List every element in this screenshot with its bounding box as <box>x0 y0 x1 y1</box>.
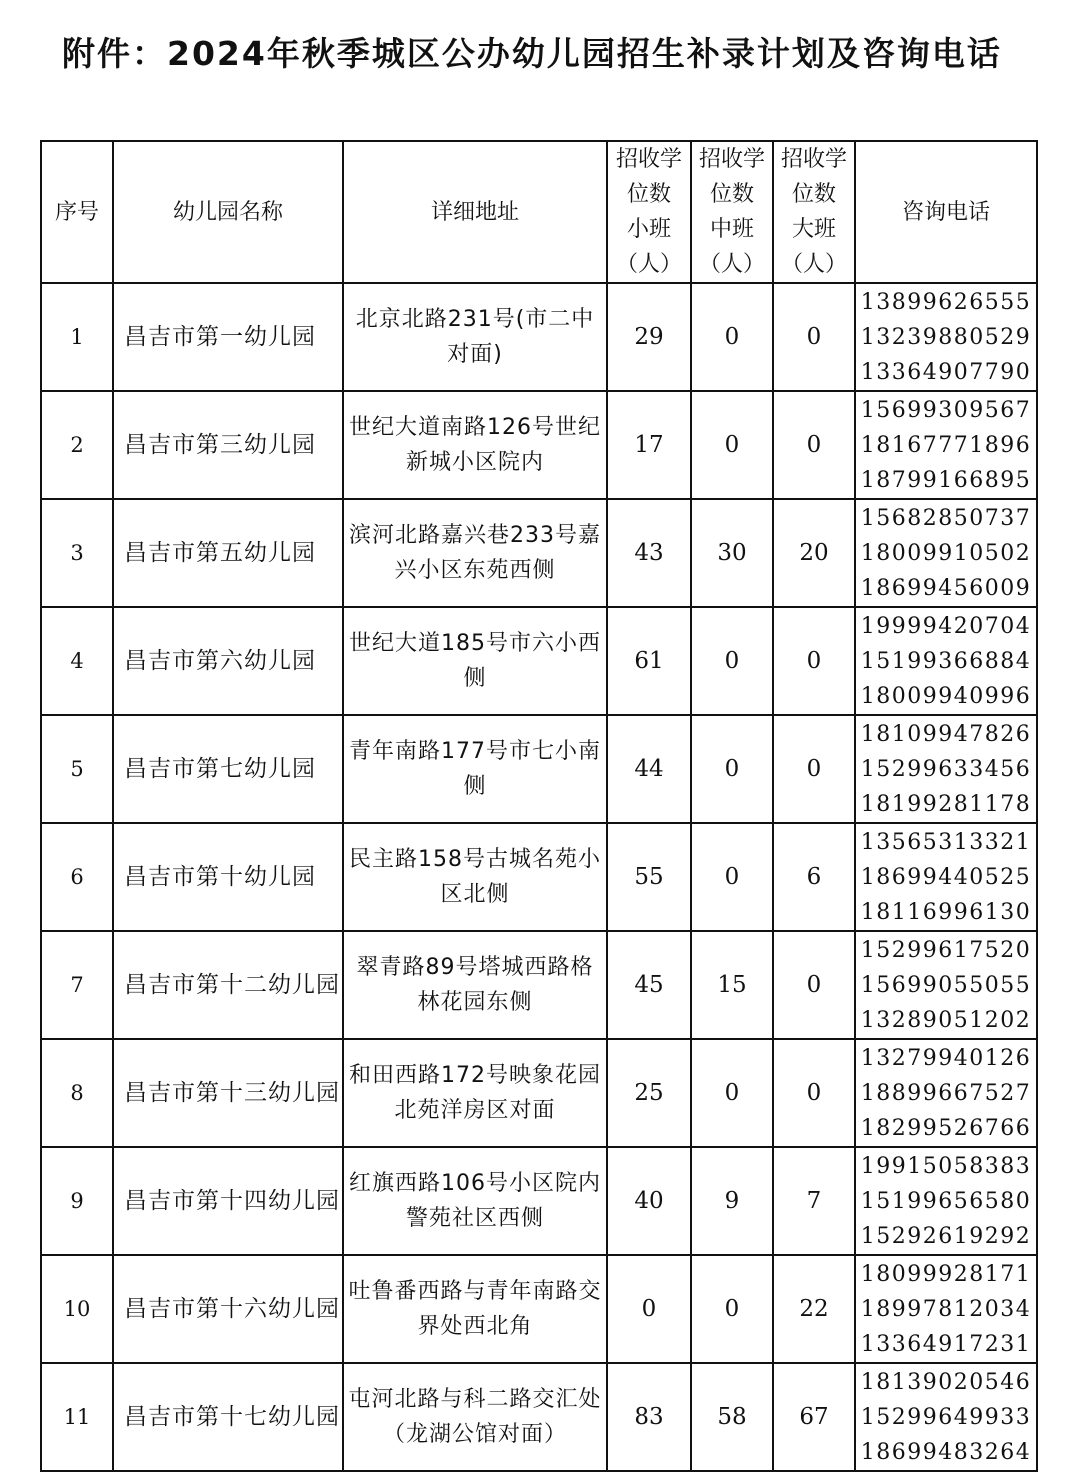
cell-address: 世纪大道185号市六小西侧 <box>343 607 607 715</box>
cell-index: 5 <box>41 715 113 823</box>
cell-address: 民主路158号古城名苑小区北侧 <box>343 823 607 931</box>
cell-address: 吐鲁番西路与青年南路交界处西北角 <box>343 1255 607 1363</box>
cell-large: 67 <box>773 1363 855 1471</box>
header-large-line: 大班 <box>791 217 836 242</box>
header-phone: 咨询电话 <box>855 141 1037 283</box>
phone-number: 19915058383 <box>860 1153 1032 1179</box>
cell-large: 0 <box>773 1039 855 1147</box>
table-row <box>41 1039 1037 1147</box>
header-small-line: 小班 <box>626 217 671 242</box>
header-middle-line: 招收学 <box>698 147 765 172</box>
cell-index: 7 <box>41 931 113 1039</box>
header-middle-line: 中班 <box>709 217 754 242</box>
table-row <box>41 1255 1037 1363</box>
cell-small: 0 <box>607 1255 691 1363</box>
cell-phones <box>855 391 1037 499</box>
cell-phones <box>855 1039 1037 1147</box>
cell-phones <box>855 715 1037 823</box>
cell-small: 43 <box>607 499 691 607</box>
cell-middle: 30 <box>691 499 773 607</box>
cell-index: 3 <box>41 499 113 607</box>
phone-number: 18099928171 <box>860 1261 1032 1287</box>
phone-number: 18116996130 <box>860 899 1032 925</box>
phone-number: 18997812034 <box>860 1296 1032 1322</box>
cell-name: 昌吉市第五幼儿园 <box>113 499 343 607</box>
cell-small: 83 <box>607 1363 691 1471</box>
table-row <box>41 607 1037 715</box>
table-row <box>41 1363 1037 1471</box>
header-small-line: 招收学 <box>615 147 682 172</box>
phone-number: 13565313321 <box>860 829 1032 855</box>
phone-number: 13364907790 <box>860 359 1032 385</box>
phone-number: 18199281178 <box>860 791 1032 817</box>
phone-number: 18167771896 <box>860 432 1032 458</box>
cell-index: 10 <box>41 1255 113 1363</box>
cell-large: 20 <box>773 499 855 607</box>
cell-middle: 58 <box>691 1363 773 1471</box>
phone-number: 15199366884 <box>860 648 1032 674</box>
phone-number: 13289051202 <box>860 1007 1032 1033</box>
cell-phones <box>855 607 1037 715</box>
cell-address: 世纪大道南路126号世纪新城小区院内 <box>343 391 607 499</box>
phone-number: 18009940996 <box>860 683 1032 709</box>
cell-address: 滨河北路嘉兴巷233号嘉兴小区东苑西侧 <box>343 499 607 607</box>
cell-middle: 15 <box>691 931 773 1039</box>
cell-index: 9 <box>41 1147 113 1255</box>
header-index: 序号 <box>41 141 113 283</box>
cell-small: 40 <box>607 1147 691 1255</box>
cell-large: 0 <box>773 715 855 823</box>
cell-phones <box>855 1363 1037 1471</box>
cell-name: 昌吉市第七幼儿园 <box>113 715 343 823</box>
cell-small: 29 <box>607 283 691 391</box>
cell-small: 45 <box>607 931 691 1039</box>
cell-index: 6 <box>41 823 113 931</box>
header-small-line: 位数 <box>626 182 671 207</box>
phone-number: 15199656580 <box>860 1188 1032 1214</box>
cell-middle: 0 <box>691 607 773 715</box>
phone-number: 15299633456 <box>860 756 1032 782</box>
phone-number: 18109947826 <box>860 721 1032 747</box>
cell-small: 61 <box>607 607 691 715</box>
cell-large: 0 <box>773 283 855 391</box>
cell-phones <box>855 1255 1037 1363</box>
header-small-class <box>607 141 691 283</box>
cell-small: 25 <box>607 1039 691 1147</box>
phone-number: 13279940126 <box>860 1045 1032 1071</box>
header-large-line: 招收学 <box>780 147 847 172</box>
phone-number: 15699309567 <box>860 397 1032 423</box>
table-row <box>41 823 1037 931</box>
cell-small: 44 <box>607 715 691 823</box>
header-small-line: （人） <box>615 252 682 277</box>
cell-name: 昌吉市第一幼儿园 <box>113 283 343 391</box>
cell-large: 0 <box>773 607 855 715</box>
phone-number: 18899667527 <box>860 1080 1032 1106</box>
table-body <box>41 283 1037 1471</box>
cell-address: 屯河北路与科二路交汇处（龙湖公馆对面） <box>343 1363 607 1471</box>
header-name: 幼儿园名称 <box>113 141 343 283</box>
phone-number: 18009910502 <box>860 540 1032 566</box>
cell-name: 昌吉市第六幼儿园 <box>113 607 343 715</box>
cell-phones <box>855 1147 1037 1255</box>
cell-address: 翠青路89号塔城西路格林花园东侧 <box>343 931 607 1039</box>
phone-number: 18699456009 <box>860 575 1032 601</box>
cell-index: 2 <box>41 391 113 499</box>
header-large-line: 位数 <box>791 182 836 207</box>
phone-number: 18799166895 <box>860 467 1032 493</box>
phone-number: 18699483264 <box>860 1439 1032 1465</box>
phone-number: 15299617520 <box>860 937 1032 963</box>
cell-large: 7 <box>773 1147 855 1255</box>
header-row <box>41 141 1037 283</box>
cell-small: 17 <box>607 391 691 499</box>
phone-number: 15292619292 <box>860 1223 1032 1249</box>
cell-phones <box>855 823 1037 931</box>
phone-number: 15699055055 <box>860 972 1032 998</box>
cell-address: 北京北路231号(市二中对面) <box>343 283 607 391</box>
phone-number: 13364917231 <box>860 1331 1032 1357</box>
cell-name: 昌吉市第十六幼儿园 <box>113 1255 343 1363</box>
table-row <box>41 1147 1037 1255</box>
cell-name: 昌吉市第十七幼儿园 <box>113 1363 343 1471</box>
cell-phones <box>855 499 1037 607</box>
cell-middle: 0 <box>691 823 773 931</box>
page-title: 附件：2024年秋季城区公办幼儿园招生补录计划及咨询电话 <box>62 34 1002 73</box>
enrollment-table <box>40 140 1038 1472</box>
phone-number: 15682850737 <box>860 505 1032 531</box>
table-row <box>41 931 1037 1039</box>
cell-middle: 0 <box>691 1255 773 1363</box>
cell-index: 8 <box>41 1039 113 1147</box>
header-middle-line: 位数 <box>709 182 754 207</box>
cell-index: 4 <box>41 607 113 715</box>
cell-small: 55 <box>607 823 691 931</box>
cell-middle: 0 <box>691 391 773 499</box>
cell-large: 0 <box>773 391 855 499</box>
header-large-class <box>773 141 855 283</box>
cell-middle: 0 <box>691 715 773 823</box>
cell-index: 11 <box>41 1363 113 1471</box>
header-address: 详细地址 <box>343 141 607 283</box>
cell-phones <box>855 283 1037 391</box>
table-row <box>41 715 1037 823</box>
cell-middle: 0 <box>691 1039 773 1147</box>
phone-number: 13239880529 <box>860 324 1032 350</box>
cell-index: 1 <box>41 283 113 391</box>
phone-number: 18699440525 <box>860 864 1032 890</box>
table-row <box>41 391 1037 499</box>
table-row <box>41 499 1037 607</box>
header-middle-class <box>691 141 773 283</box>
phone-number: 19999420704 <box>860 613 1032 639</box>
cell-address: 红旗西路106号小区院内警苑社区西侧 <box>343 1147 607 1255</box>
cell-name: 昌吉市第十二幼儿园 <box>113 931 343 1039</box>
phone-number: 18299526766 <box>860 1115 1032 1141</box>
cell-large: 6 <box>773 823 855 931</box>
table-row <box>41 283 1037 391</box>
cell-name: 昌吉市第十三幼儿园 <box>113 1039 343 1147</box>
cell-large: 0 <box>773 931 855 1039</box>
cell-middle: 0 <box>691 283 773 391</box>
cell-phones <box>855 931 1037 1039</box>
cell-name: 昌吉市第十幼儿园 <box>113 823 343 931</box>
header-middle-line: （人） <box>698 252 765 277</box>
cell-name: 昌吉市第十四幼儿园 <box>113 1147 343 1255</box>
phone-number: 13899626555 <box>860 289 1032 315</box>
cell-address: 青年南路177号市七小南侧 <box>343 715 607 823</box>
cell-middle: 9 <box>691 1147 773 1255</box>
header-large-line: （人） <box>780 252 847 277</box>
cell-large: 22 <box>773 1255 855 1363</box>
cell-name: 昌吉市第三幼儿园 <box>113 391 343 499</box>
phone-number: 15299649933 <box>860 1404 1032 1430</box>
phone-number: 18139020546 <box>860 1369 1032 1395</box>
cell-address: 和田西路172号映象花园北苑洋房区对面 <box>343 1039 607 1147</box>
